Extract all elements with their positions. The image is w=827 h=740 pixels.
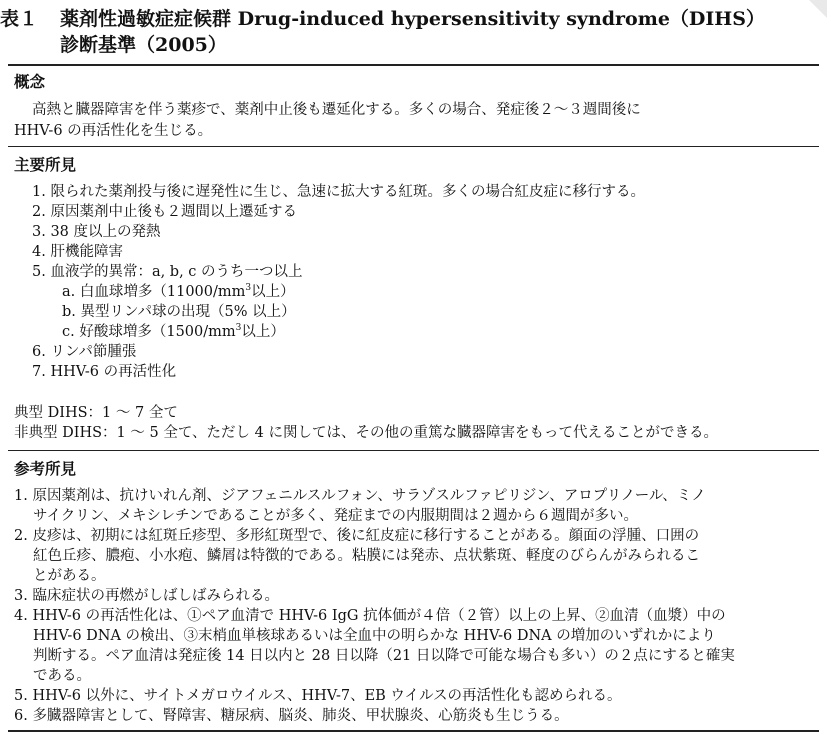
main-item-2: 2. 原因薬剤中止後も２週間以上遷延する <box>32 204 297 220</box>
concept-heading: 概念 <box>14 72 46 91</box>
main-item-7: 7. HHV-6 の再活性化 <box>32 364 177 380</box>
ref-4-line-1: 4. HHV-6 の再活性化は、①ペア血清で HHV-6 IgG 抗体価が４倍（２管）以上の上昇、②血清（血漿）中の <box>14 608 726 624</box>
bottom-rule <box>8 730 819 732</box>
main-sub-a: a. 白血球増多（$11000/mm^3$以上） <box>62 283 295 300</box>
main-item-5: 5. 血液学的異常：a, b, c のうち一つ以上 <box>32 264 303 280</box>
page-corner-fold <box>809 0 827 18</box>
table-label: 表１ <box>0 8 39 30</box>
ref-2-line-3: とがある。 <box>33 568 106 584</box>
ref-2-line-1: 2. 皮疹は、初期には紅斑丘疹型、多形紅斑型で、後に紅皮症に移行することがある。顔面の浮腫、口囲の <box>14 528 700 544</box>
main-sub-c: c. 好酸球増多（$1500/mm^3$以上） <box>62 323 285 340</box>
main-item-3: 3. 38 度以上の発熱 <box>32 224 161 240</box>
ref-4-line-3: 判断する。ペア血清は発症後 14 日以内と 28 日以降（21 日以降で可能な場合も多い）の２点にすると確実 <box>33 648 735 664</box>
divider-1 <box>8 146 819 147</box>
concept-line-2: HHV-6 の再活性化を生じる。 <box>14 123 213 139</box>
top-rule <box>8 64 819 66</box>
main-item-4: 4. 肝機能障害 <box>32 244 123 260</box>
ref-6: 6. 多臓器障害として、腎障害、糖尿病、脳炎、肺炎、甲状腺炎、心筋炎も生じうる。 <box>14 708 569 724</box>
ref-1-line-1: 1. 原因薬剤は、抗けいれん剤、ジアフェニルスルフォン、サラゾスルファピリジン、アロプリノール、ミノ <box>14 488 706 504</box>
ref-4-line-2: HHV-6 DNA の検出、③末梢血単核球あるいは全血中の明らかな HHV-6 DNA の増加のいずれかにより <box>33 628 716 644</box>
table-title <box>0 6 765 58</box>
title-line-1: 薬剤性過敏症症候群 Drug-induced hypersensitivity syndrome（DIHS） <box>60 8 765 30</box>
concept-line-1: 高熱と臓器障害を伴う薬疹で、薬剤中止後も遷延化する。多くの場合、発症後２～３週間後に <box>32 102 641 118</box>
reference-heading: 参考所見 <box>14 459 77 478</box>
title-line-2: 診断基準（2005） <box>60 34 227 56</box>
ref-5: 5. HHV-6 以外に、サイトメガロウイルス、HHV-7、EB ウイルスの再活性化も認められる。 <box>14 688 622 704</box>
ref-4-line-4: である。 <box>33 668 91 684</box>
typical-dihs: 典型 DIHS：1 ～ 7 全て <box>14 405 178 421</box>
atypical-dihs: 非典型 DIHS：1 ～ 5 全て、ただし 4 に関しては、その他の重篤な臓器障害をもって代えることができる。 <box>14 425 718 441</box>
main-item-1: 1. 限られた薬剤投与後に遅発性に生じ、急速に拡大する紅斑。多くの場合紅皮症に移行する。 <box>32 184 645 200</box>
main-sub-b: b. 異型リンパ球の出現（5% 以上） <box>62 304 296 320</box>
main-item-6: 6. リンパ節腫張 <box>32 344 137 360</box>
ref-1-line-2: サイクリン、メキシレチンであることが多く、発症までの内服期間は２週から６週間が多い。 <box>33 508 639 524</box>
main-findings-heading: 主要所見 <box>14 155 77 174</box>
divider-2 <box>8 450 819 451</box>
ref-2-line-2: 紅色丘疹、膿疱、小水疱、鱗屑は特徴的である。粘膜には発赤、点状紫斑、軽度のびらんがみられるこ <box>33 548 700 564</box>
ref-3: 3. 臨床症状の再燃がしばしばみられる。 <box>14 588 279 604</box>
